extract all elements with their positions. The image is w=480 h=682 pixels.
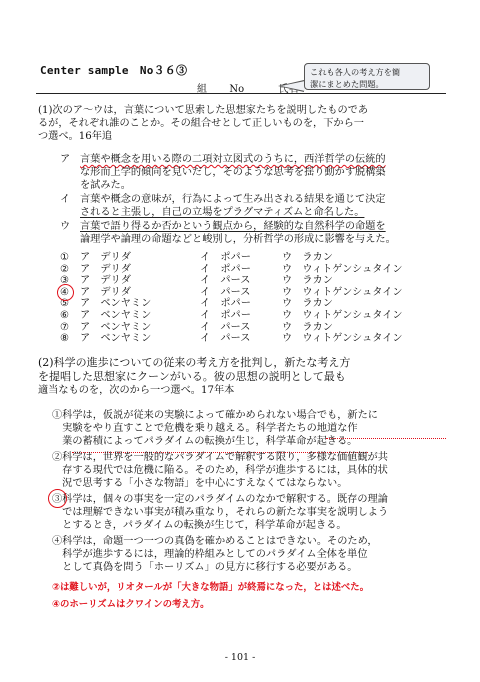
teacher-note-1: ②は難しいが，リオタールが「大きな物語」が終焉になった，とは述べた。 [52, 582, 370, 593]
q2-choice-1-line-2: 実験をやり直すことで危機を乗り越える。科学者たちの地道な作 [52, 423, 358, 434]
option-number: ⑦ [60, 321, 70, 333]
option-a: ア ベンヤミン [80, 310, 152, 321]
q2-choice-4-line-3: として真偽を問う「ホーリズム」の見方に移行する必要がある。 [52, 562, 358, 573]
header-divider [36, 93, 446, 94]
option-number: ⑥ [60, 310, 70, 321]
option-number: ④ [60, 286, 70, 298]
q2-stem-line-2: を提唱した思想家にクーンがいる。彼の思想の説明として最も [38, 370, 346, 383]
option-c: ウ ウィトゲンシュタイン [282, 263, 403, 275]
q1-option-2[interactable] [60, 263, 403, 276]
q2-choice-1-line-1[interactable]: ①科学は，仮説が従来の実験によって確かめられない場合でも，新たに [52, 410, 378, 421]
q2-stem-line-1: (2)科学の進歩についての従来の考え方を批判し，新たな考え方 [38, 356, 351, 369]
option-c: ウ ラカン [282, 321, 333, 333]
option-a: ア デリダ [80, 252, 131, 263]
comment-callout [304, 63, 430, 90]
option-number: ② [60, 263, 70, 275]
option-b: イ パース [200, 333, 251, 345]
q2-choice-3-line-1[interactable]: ③科学は，個々の事実を一定のパラダイムのなかで解釈する。既存の理論 [52, 494, 388, 505]
option-a: ア デリダ [80, 286, 131, 298]
q1-item-a-line-1: 言葉や概念を用いる際の二項対立図式のうちに，西洋哲学の伝統的 [80, 154, 386, 165]
worksheet-title: Center sample No３６③ [40, 64, 188, 77]
q1-item-a-line-3: を試みた。 [80, 180, 131, 191]
class-label: 組 [197, 84, 207, 95]
teacher-note-2: ④のホーリズムはクワインの考え方。 [52, 599, 210, 610]
q2-answer-circle [48, 489, 67, 508]
q2-choice-4-line-2: 科学が進歩するには，理論的枠組みとしてのパラダイム全体を単位 [52, 549, 368, 560]
q1-option-1[interactable] [60, 252, 333, 264]
q1-option-6[interactable] [60, 310, 403, 322]
q2-choice-4-line-1[interactable]: ④科学は，命題一つ一つの真偽を確かめることはできない。そのため， [52, 536, 378, 547]
q1-answer-circle [57, 284, 74, 301]
callout-line-2: 潔にまとめた問題。 [310, 79, 384, 89]
callout-pointer-fill [281, 81, 305, 91]
q2-choice-3-line-2: では理解できない事実が積み重なり，それらの新たな事実を説明しよう [52, 507, 389, 518]
option-number: ⑤ [60, 298, 70, 310]
option-number: ① [60, 252, 70, 263]
callout-line-1: これも各人の考え方を簡 [310, 67, 401, 77]
option-c: ウ ラカン [282, 298, 333, 310]
q2-choice-2-line-1[interactable]: ②科学は，世界を一般的なパラダイムで解釈する限り，多様な価値観が共 [52, 452, 388, 463]
option-b: イ ポパー [200, 252, 251, 263]
page-number: - 101 - [224, 652, 256, 663]
q1-item-mark-u: ウ [60, 221, 71, 232]
q1-stem-line-3: つ選べ。16年追 [38, 131, 113, 142]
q1-item-mark-a: ア [60, 154, 71, 165]
q1-option-7[interactable] [60, 321, 333, 334]
option-a: ア ベンヤミン [80, 298, 152, 310]
option-a: ア ベンヤミン [80, 321, 152, 333]
option-b: イ ポパー [200, 310, 251, 321]
option-a: ア デリダ [80, 263, 131, 275]
q2-choice-2-line-2: 存する現代では危機に陥る。そのため，科学が進歩するには，具体的状 [52, 465, 388, 476]
option-a: ア ベンヤミン [80, 333, 152, 345]
option-c: ウ ウィトゲンシュタイン [282, 310, 403, 321]
option-c: ウ ラカン [282, 275, 333, 287]
q1-item-u-line-1: 言葉で語り得るか否かという観点から，経験的な自然科学の命題を [80, 221, 386, 232]
option-b: イ ポパー [200, 298, 251, 310]
option-b: イ パース [200, 286, 251, 298]
q1-stem-line-2: るが，それぞれ誰のことか。その組合せとして正しいものを，下から一 [38, 118, 364, 129]
q1-stem-line-1: (1)次のア～ウは，言葉について思索した思想家たちを説明したものであ [38, 105, 369, 116]
number-label: No [229, 84, 245, 95]
q2-stem-line-3: 適当なものを，次のから一つ選べ。17年本 [38, 385, 235, 396]
option-c: ウ ウィトゲンシュタイン [282, 286, 403, 298]
q1-item-mark-i: イ [60, 194, 71, 205]
option-b: イ パース [200, 275, 251, 287]
option-c: ウ ウィトゲンシュタイン [282, 333, 403, 345]
q2-choice-1-mark [326, 434, 446, 439]
q2-choice-2-line-3: 況で思考する「小さな物語」を中心にすえなくてはならない。 [52, 478, 348, 489]
q2-choice-1-line-3: 業の蓄積によってパラダイムの転換が生じ，科学革命が起きる。 [52, 436, 358, 447]
q1-item-u-line-2: 論理学や論理の命題などと峻別し，分析哲学の形成に影響を与えた。 [80, 234, 396, 245]
option-b: イ ポパー [200, 263, 251, 275]
option-number: ③ [60, 275, 70, 287]
q2-choice-3-line-3: とするとき，パラダイムの転換が生じて，科学革命が起きる。 [52, 520, 347, 531]
q1-item-a-line-2: な形而上学的傾向を見いだし，そのような思考を揺り動かす脱構築 [80, 167, 386, 178]
q1-option-8[interactable] [60, 333, 403, 345]
option-number: ⑧ [60, 333, 70, 345]
option-b: イ パース [200, 321, 251, 333]
q1-item-i-line-1: 言葉や概念の意味が，行為によって生み出される結果を通じて決定 [80, 194, 386, 205]
name-label: 氏名 [278, 84, 299, 95]
q1-item-i-line-2: されると主張し，自己の立場をプラグマティズムと命名した。 [80, 207, 365, 218]
option-c: ウ ラカン [282, 252, 333, 263]
option-a: ア デリダ [80, 275, 131, 287]
